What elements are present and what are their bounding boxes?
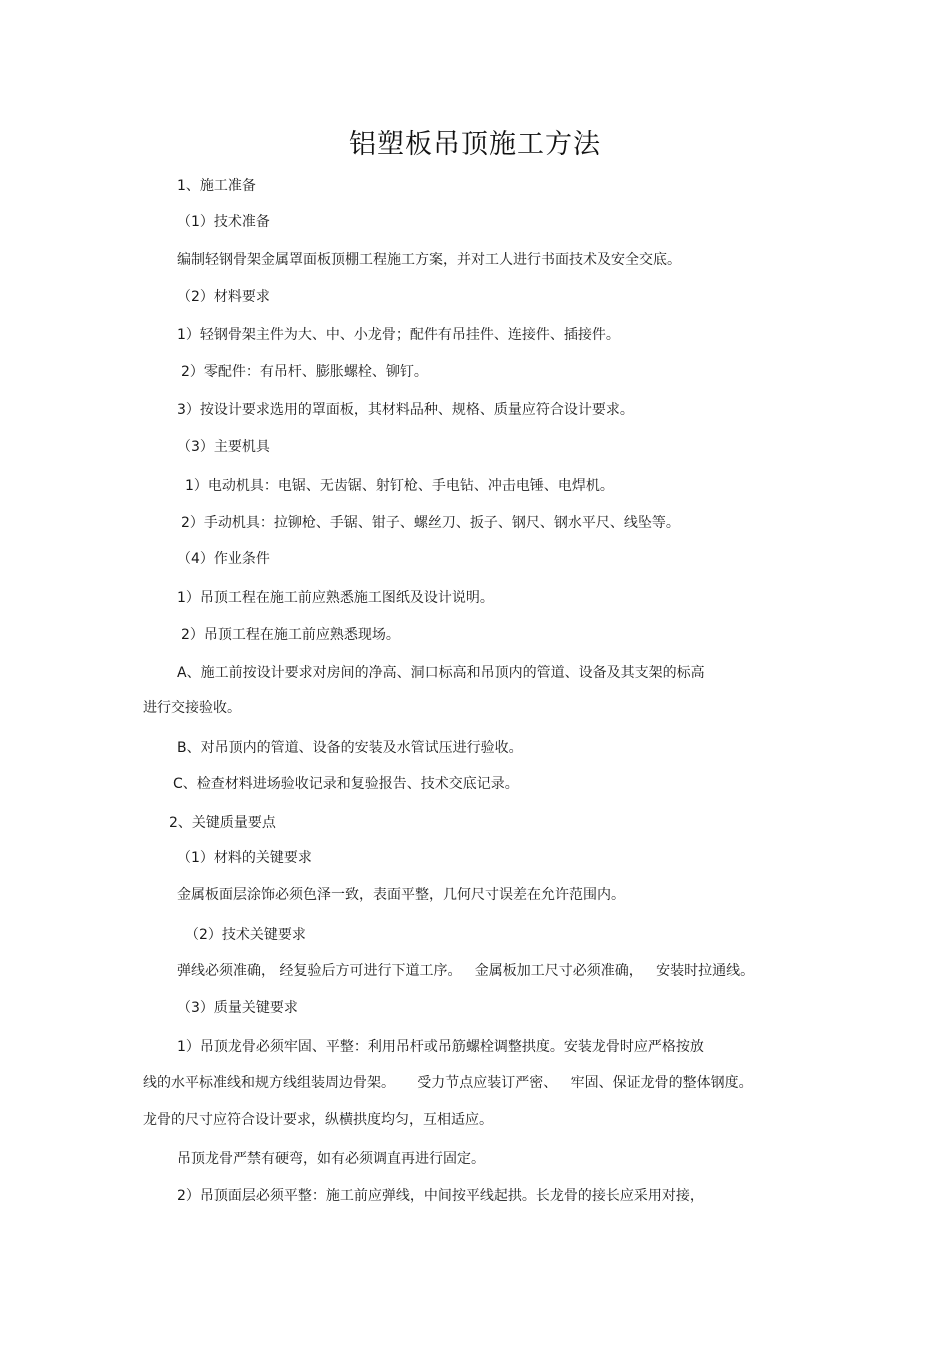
subsection-heading: （3）主要机具 [177,439,270,455]
document-title: 铝塑板吊顶施工方法 [349,129,601,160]
paragraph-line: 1）轻钢骨架主件为大、中、小龙骨；配件有吊挂件、连接件、插接件。 [177,327,620,343]
paragraph-line: A、施工前按设计要求对房间的净高、洞口标高和吊顶内的管道、设备及其支架的标高 [177,665,705,681]
subsection-heading: （2）技术关键要求 [185,927,306,943]
paragraph-line: 编制轻钢骨架金属罩面板顶棚工程施工方案，并对工人进行书面技术及安全交底。 [177,252,681,268]
paragraph-line: C、检查材料进场验收记录和复验报告、技术交底记录。 [173,776,519,792]
subsection-heading: （3）质量关键要求 [177,1000,298,1016]
paragraph-line: 3）按设计要求选用的罩面板，其材料品种、规格、质量应符合设计要求。 [177,402,634,418]
paragraph-line: 2）手动机具：拉铆枪、手锯、钳子、螺丝刀、扳子、钢尺、钢水平尺、线坠等。 [181,515,680,531]
subsection-heading: （4）作业条件 [177,551,270,567]
paragraph-line: B、对吊顶内的管道、设备的安装及水管试压进行验收。 [177,740,523,756]
paragraph-line: 2）零配件：有吊杆、膨胀螺栓、铆钉。 [181,364,428,380]
paragraph-line: 2）吊顶工程在施工前应熟悉现场。 [181,627,400,643]
paragraph-line: 吊顶龙骨严禁有硬弯，如有必须调直再进行固定。 [177,1151,485,1167]
paragraph-line: 1）吊顶龙骨必须牢固、平整：利用吊杆或吊筋螺栓调整拱度。安装龙骨时应严格按放 [177,1039,704,1055]
paragraph-line: 线的水平标准线和规方线组装周边骨架。 受力节点应装订严密、 牢固、保证龙骨的整体钢度。 [143,1075,753,1091]
paragraph-line: 进行交接验收。 [143,700,241,716]
paragraph-line: 龙骨的尺寸应符合设计要求，纵横拱度均匀，互相适应。 [143,1112,493,1128]
subsection-heading: （2）材料要求 [177,289,270,305]
subsection-heading: （1）材料的关键要求 [177,850,312,866]
paragraph-line: 金属板面层涂饰必须色泽一致，表面平整，几何尺寸误差在允许范围内。 [177,887,625,903]
section-heading: 2、关键质量要点 [169,815,276,831]
paragraph-line: 1）电动机具：电锯、无齿锯、射钉枪、手电钻、冲击电锤、电焊机。 [185,478,614,494]
paragraph-line: 弹线必须准确， 经复验后方可进行下道工序。 金属板加工尺寸必须准确， 安装时拉通线。 [177,963,755,979]
section-heading: 1、施工准备 [177,178,256,194]
paragraph-line: 2）吊顶面层必须平整：施工前应弹线，中间按平线起拱。长龙骨的接长应采用对接， [177,1188,704,1204]
subsection-heading: （1）技术准备 [177,214,270,230]
paragraph-line: 1）吊顶工程在施工前应熟悉施工图纸及设计说明。 [177,590,494,606]
